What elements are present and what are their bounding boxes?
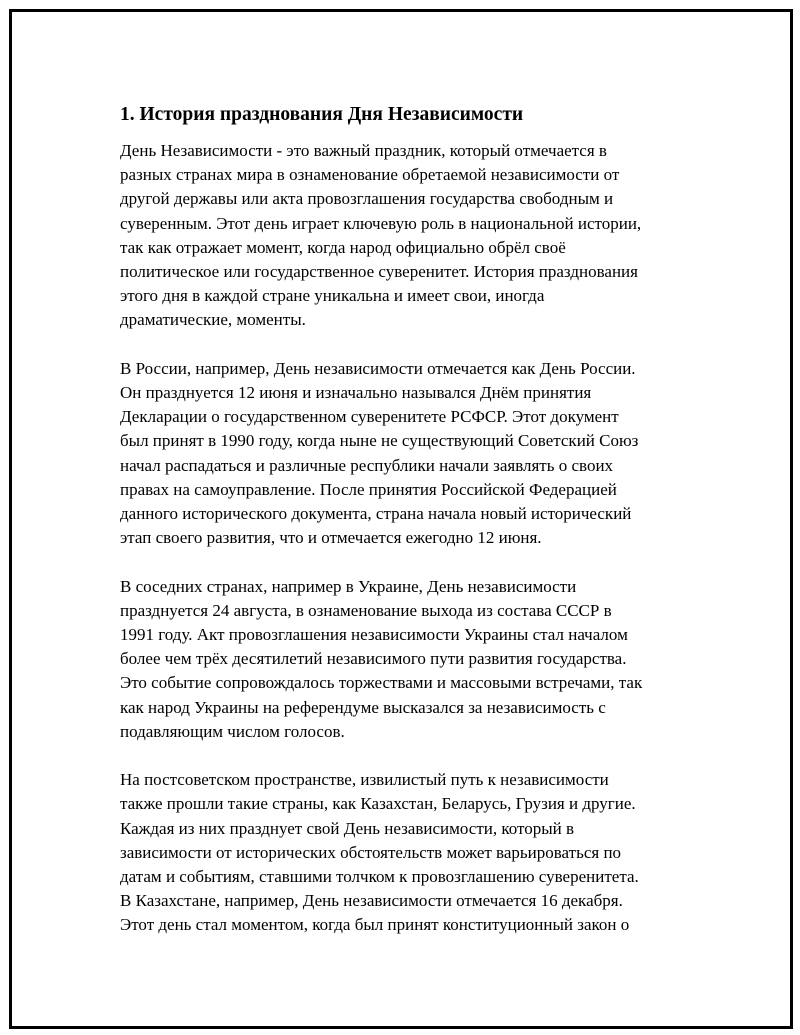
text-line: был принят в 1990 году, когда ныне не существующий Советский Союз <box>120 431 639 451</box>
text-line: правах на самоуправление. После принятия Российской Федерацией <box>120 479 617 499</box>
text-line: разных странах мира в ознаменование обретаемой независимости от <box>120 165 620 185</box>
text-line: 1991 году. Акт провозглашения независимости Украины стал началом <box>120 625 628 645</box>
text-line: как народ Украины на референдуме высказался за независимость с <box>120 697 606 717</box>
text-line: Этот день стал моментом, когда был принят конституционный закон о <box>120 915 630 935</box>
paragraph-3 <box>120 575 700 744</box>
text-line: данного исторического документа, страна начала новый исторический <box>120 504 632 524</box>
text-line: празднуется 24 августа, в ознаменование выхода из состава СССР в <box>120 600 612 620</box>
text-line: На постсоветском пространстве, извилистый путь к независимости <box>120 770 609 790</box>
text-line: этап своего развития, что и отмечается ежегодно 12 июня. <box>120 528 542 548</box>
document-content <box>120 103 700 962</box>
text-line: суверенным. Этот день играет ключевую роль в национальной истории, <box>120 213 642 233</box>
text-line: День Независимости - это важный праздник, который отмечается в <box>120 141 607 160</box>
text-line: Декларации о государственном суверенитете РСФСР. Этот документ <box>120 407 619 427</box>
paragraph-4 <box>120 768 700 937</box>
text-line: также прошли такие страны, как Казахстан, Беларусь, Грузия и другие. <box>120 794 636 814</box>
text-line: драматические, моменты. <box>120 310 306 330</box>
text-line: более чем трёх десятилетий независимого пути развития государства. <box>120 649 627 669</box>
text-line: В соседних странах, например в Украине, День независимости <box>120 576 577 596</box>
text-line: зависимости от исторических обстоятельств может варьироваться по <box>120 842 622 862</box>
text-line: так как отражает момент, когда народ официально обрёл своё <box>120 237 566 257</box>
text-line: Это событие сопровождалось торжествами и массовыми встречами, так <box>120 673 643 693</box>
paragraph-2 <box>120 357 700 551</box>
text-line: этого дня в каждой стране уникальна и имеет свои, иногда <box>120 286 545 306</box>
text-line: В России, например, День независимости отмечается как День России. <box>120 358 636 378</box>
text-line: политическое или государственное суверенитет. История празднования <box>120 262 638 282</box>
section-heading: 1. История празднования Дня Независимости <box>120 104 524 125</box>
text-line: другой державы или акта провозглашения государства свободным и <box>120 189 614 209</box>
text-line: начал распадаться и различные республики начали заявлять о своих <box>120 455 614 475</box>
text-line: В Казахстане, например, День независимости отмечается 16 декабря. <box>120 891 623 911</box>
text-line: Каждая из них празднует свой День независимости, который в <box>120 818 575 838</box>
text-line: датам и событиям, ставшими толчком к провозглашению суверенитета. <box>120 867 639 887</box>
paragraph-1 <box>120 139 700 333</box>
page-frame <box>9 9 793 1029</box>
text-line: Он празднуется 12 июня и изначально назывался Днём принятия <box>120 383 592 403</box>
text-line: подавляющим числом голосов. <box>120 721 345 741</box>
